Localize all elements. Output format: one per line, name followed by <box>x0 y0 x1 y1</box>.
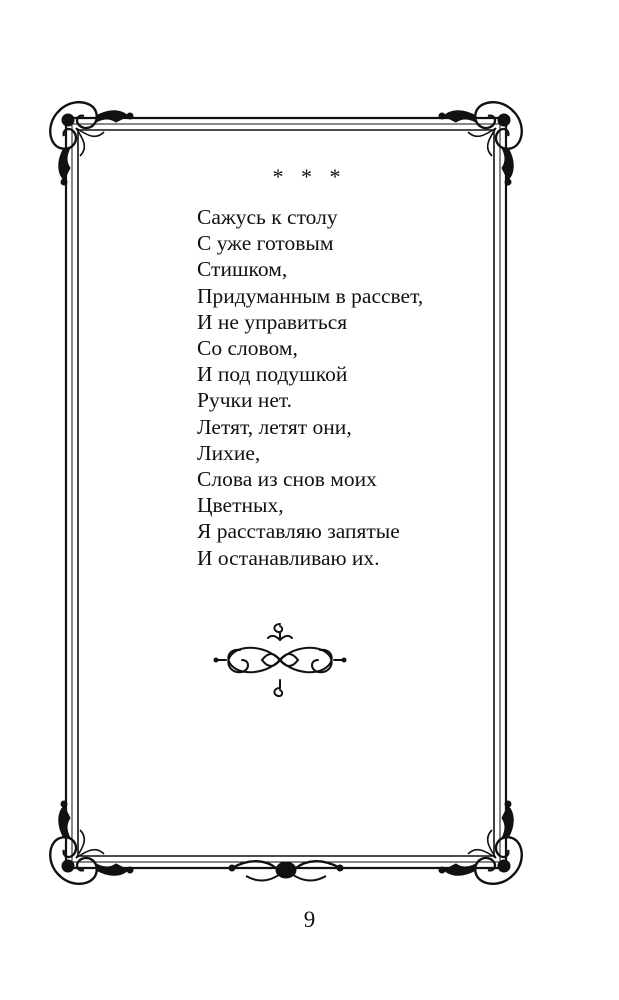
page-number: 9 <box>303 907 316 932</box>
section-separator: * * * <box>272 164 347 189</box>
poem-line: И под подушкой <box>197 362 348 387</box>
flourish-ornament <box>212 618 348 702</box>
poem-line: Стишком, <box>197 257 288 282</box>
poem-line: Цветных, <box>197 493 284 518</box>
poem-line: Ручки нет. <box>197 388 293 413</box>
poem-line: С уже готовым <box>197 231 334 256</box>
poem-line: Лихие, <box>197 440 261 465</box>
poem-line: Летят, летят они, <box>197 414 352 439</box>
poem-line: Сажусь к столу <box>197 205 338 229</box>
poem-line: Слова из снов моих <box>197 467 377 492</box>
poem-line: Со словом, <box>197 336 298 361</box>
poem-line: И останавливаю их. <box>197 545 380 570</box>
poem-line: И не управиться <box>197 309 348 334</box>
poem-line: Придуманным в рассвет, <box>197 283 424 308</box>
poem-line: Я расставляю запятые <box>197 519 400 544</box>
poem-text <box>197 204 423 571</box>
